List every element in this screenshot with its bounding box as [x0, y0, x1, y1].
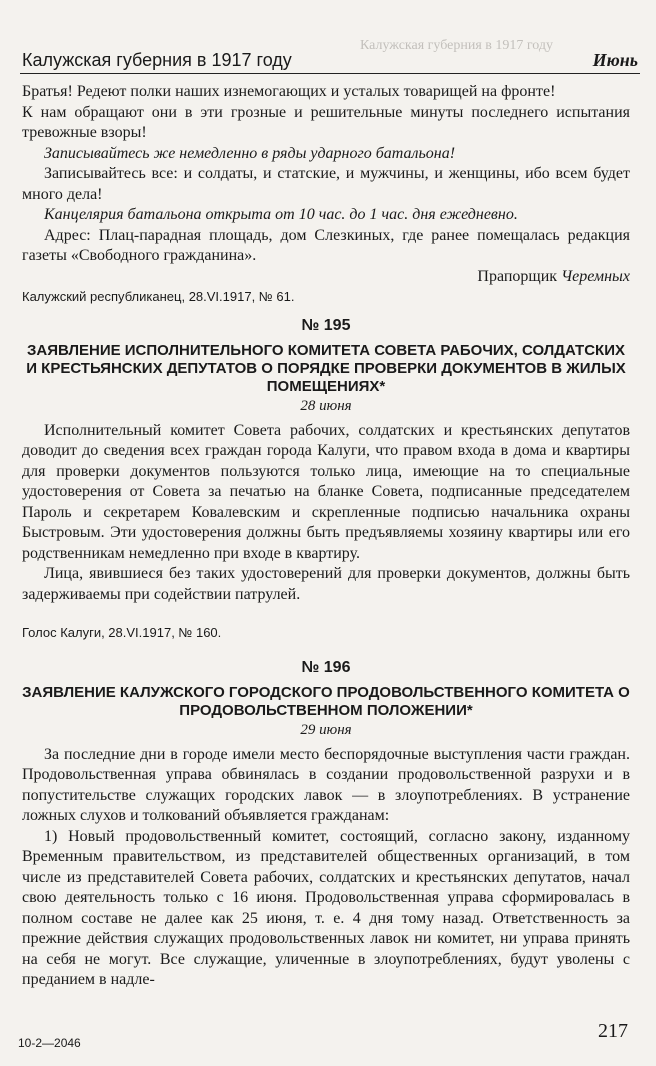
- document-number: № 195: [301, 316, 351, 334]
- page-body: [22, 82, 630, 991]
- signature: [22, 267, 630, 288]
- header-month: Июнь: [592, 50, 638, 70]
- document-date: 28 июня: [300, 398, 352, 414]
- source-citation: Калужский республиканец, 28.VI.1917, № 61.: [22, 289, 295, 304]
- paragraph: Исполнительный комитет Совета рабочих, солдатских и крестьянских депутатов доводит до сведения всех граждан города Калуги, что правом входа в дома и квартиры для проверки документов пользуются только лица, имеющие на то специальные удостоверения от Совета за печатью на бланке Совета, подписанные председателем Пароль и секретарем Ковалевским и скрепленные подписью начальника охраны Быстровым. Эти удостоверения должны быть предъявляемы хозяину квартиры или его родственникам немедленно при входе в квартиру.: [22, 421, 630, 562]
- running-header: [18, 50, 638, 72]
- signature-rank: Прапорщик: [477, 267, 558, 285]
- page-number: 217: [598, 1020, 628, 1042]
- paragraph: Лица, явившиеся без таких удостоверений для проверки документов, должны быть задерживаемы при содействии патрулей.: [22, 565, 630, 603]
- signature-mark: 10-2—2046: [18, 1036, 81, 1050]
- header-rule: [20, 73, 640, 74]
- document-date: 29 июня: [300, 722, 352, 738]
- paragraph-italic: Канцелярия батальона открыта от 10 час. до 1 час. дня ежедневно.: [44, 206, 518, 223]
- document-number: № 196: [301, 658, 351, 676]
- paragraph: К нам обращают они в эти грозные и решительные минуты последнего испытания тревожные взоры!: [22, 103, 630, 141]
- paragraph: Записывайтесь все: и солдаты, и статские, и мужчины, и женщины, ибо всем будет много дела!: [22, 165, 630, 203]
- bleed-through-text: Калужская губерния в 1917 году: [360, 38, 554, 53]
- paragraph: 1) Новый продовольственный комитет, состоящий, согласно закону, изданному Временным правительством, из представителей общественных организаций, в том числе из представителей Совета рабочих, солдатских и крестьянских депутатов, начал свою деятельность только с 16 июня. Продовольственная управа сформировалась в полном составе не далее как 25 июня, т. е. 4 дня тому назад. Ответственность за прежние действия служащих продовольственных лавок ни комитет, ни управа принять на себя не могут. Все служащие, уличенные в злоупотреблениях, будут уволены с преданием в надле-: [22, 827, 630, 988]
- source-citation: Голос Калуги, 28.VI.1917, № 160.: [22, 625, 222, 640]
- paragraph: Адрес: Плац-парадная площадь, дом Слезкиных, где ранее помещалась редакция газеты «Свободного гражданина».: [22, 226, 630, 264]
- document-title: ЗАЯВЛЕНИЕ КАЛУЖСКОГО ГОРОДСКОГО ПРОДОВОЛЬСТВЕННОГО КОМИТЕТА О ПРОДОВОЛЬСТВЕННОМ ПОЛОЖЕНИИ*: [22, 684, 630, 719]
- signature-name: Черемных: [561, 267, 630, 285]
- header-book-title: Калужская губерния в 1917 году: [22, 50, 292, 70]
- document-title: ЗАЯВЛЕНИЕ ИСПОЛНИТЕЛЬНОГО КОМИТЕТА СОВЕТА РАБОЧИХ, СОЛДАТСКИХ И КРЕСТЬЯНСКИХ ДЕПУТАТОВ О ПОРЯДКЕ ПРОВЕРКИ ДОКУМЕНТОВ В ЖИЛЫХ ПОМЕЩЕНИЯХ*: [26, 342, 626, 395]
- paragraph: За последние дни в городе имели место беспорядочные выступления части граждан. Продовольственная управа обвинялась в создании продовольственной разрухи и в попустительстве служащих городских лавок — в злоупотреблениях. В устранение ложных слухов и толкований объявляется гражданам:: [22, 745, 630, 824]
- paragraph: Братья! Редеют полки наших изнемогающих и усталых товарищей на фронте!: [22, 83, 556, 100]
- paragraph-italic: Записывайтесь же немедленно в ряды ударного батальона!: [44, 144, 456, 162]
